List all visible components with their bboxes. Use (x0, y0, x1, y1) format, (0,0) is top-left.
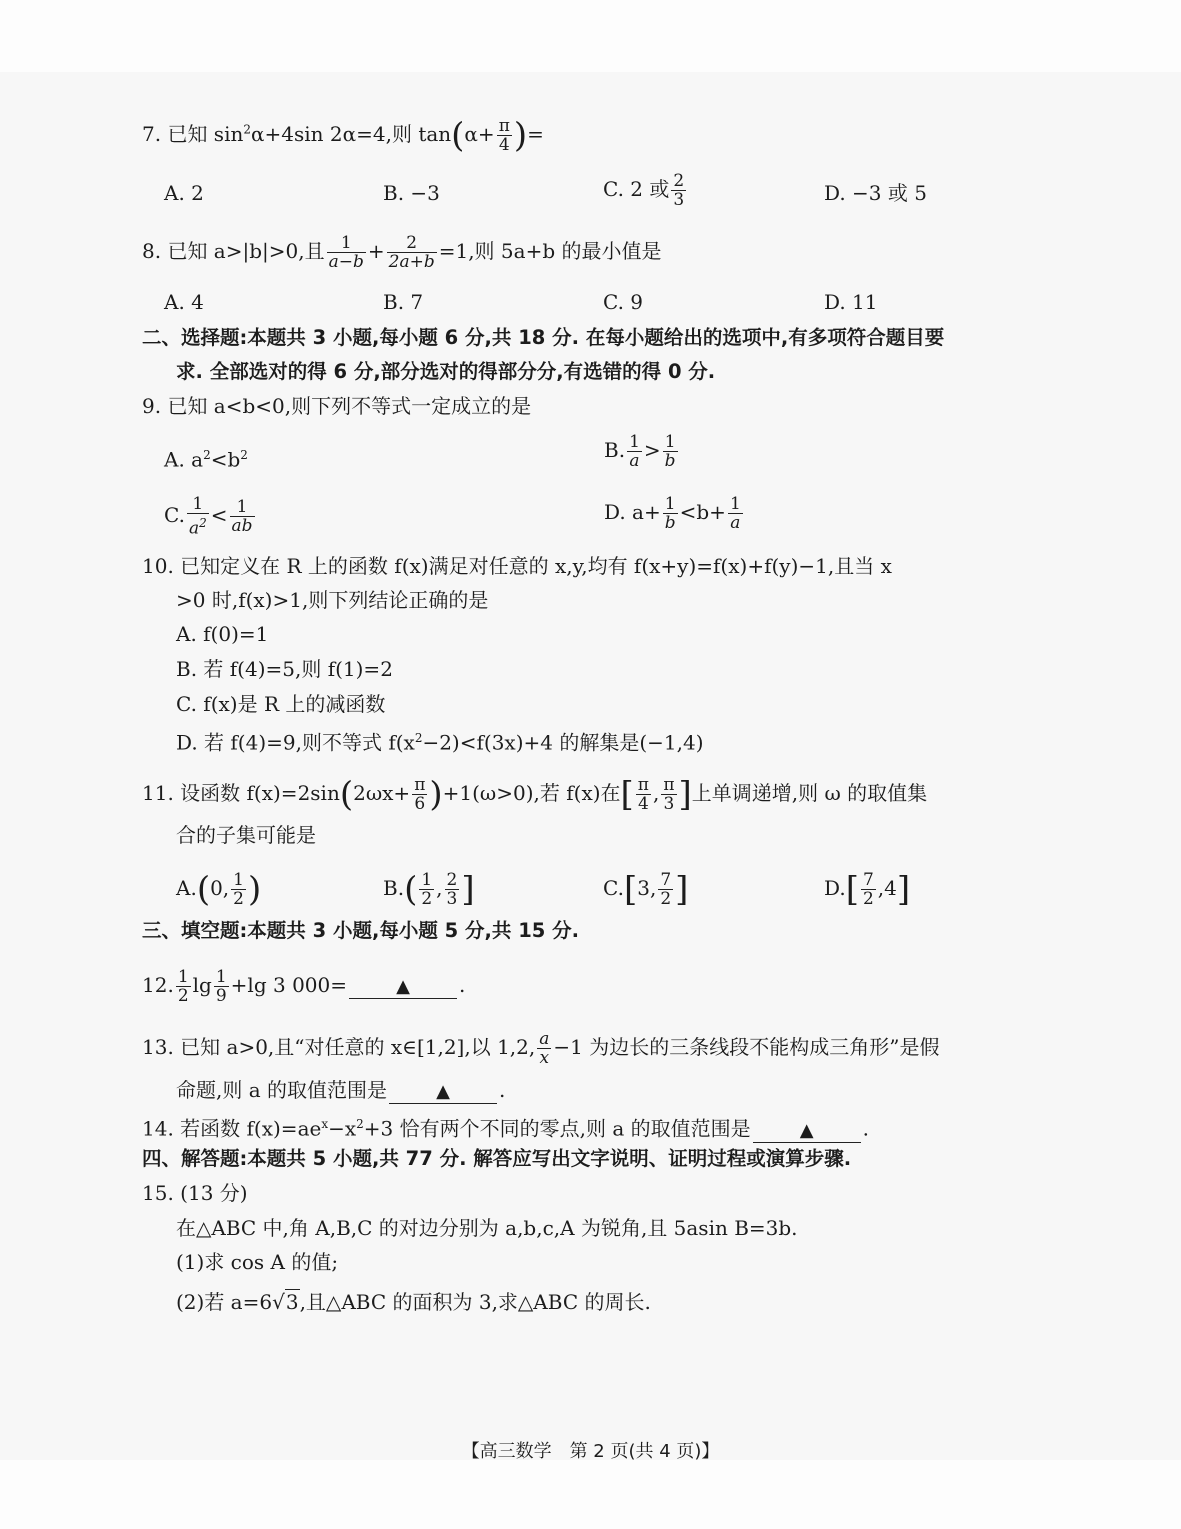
q9-b-n2: 1 (663, 433, 678, 452)
q11-c-num: 7 (660, 870, 672, 890)
section-2-header-line2: 求. 全部选对的得 6 分,部分选对的得部分分,有选错的得 0 分. (176, 360, 716, 383)
q11-pi2: π (663, 775, 675, 795)
q9-b-n1: 1 (629, 432, 640, 452)
q9-a-text: A. a (164, 447, 204, 472)
q9-c-pre: C. (164, 502, 185, 527)
q11-option-c (603, 871, 688, 908)
q13-a: 13. 已知 a>0,且“对任意的 x∈[1,2],以 1,2, (142, 1035, 536, 1059)
q11-d-pre: D. (824, 876, 846, 900)
q9-option-d (604, 495, 745, 532)
q7-number: 7. (142, 122, 162, 146)
q11-option-a (176, 871, 261, 908)
q9-a-sup: 2 (203, 448, 211, 462)
q7-paren-open: ( (451, 115, 465, 156)
q11-c-text: 3, (637, 876, 657, 900)
q7-c-pre: C. 2 或 (603, 177, 670, 201)
q12-half (176, 968, 191, 1005)
q14-answer-blank[interactable]: ▲ (753, 1120, 861, 1143)
q9-a-text2: <b (210, 447, 241, 472)
q10-option-d (176, 726, 704, 755)
q11-b-frac2 (445, 871, 460, 908)
q11-b-n1: 1 (421, 870, 433, 890)
q14-a: 14. 若函数 f(x)=ae (142, 1116, 322, 1141)
page-footer: 【高三数学 第 2 页(共 4 页)】 (461, 1441, 720, 1462)
q13-end: . (499, 1078, 506, 1102)
q7-c-frac (671, 172, 686, 209)
q12-ninth-num: 1 (215, 967, 227, 987)
question-15-stem: 在△ABC 中,角 A,B,C 的对边分别为 a,b,c,A 为锐角,且 5asin B=3b. (176, 1216, 798, 1240)
q9-b-d2: b (664, 451, 676, 471)
q7-c-num: 2 (673, 171, 685, 191)
q11-d-frac (861, 871, 876, 908)
q7-stem: 已知 sin (167, 122, 244, 146)
q11-b-frac1 (419, 871, 434, 908)
q11-a-pre: A. (176, 876, 197, 900)
q10-option-b: B. 若 f(4)=5,则 f(1)=2 (176, 657, 393, 681)
q9-b-d1: a (629, 451, 640, 471)
q7-four: 4 (498, 135, 510, 155)
q11-option-d (824, 871, 910, 908)
q11-b-bracket-close: ] (461, 869, 475, 910)
q11-a-frac (231, 871, 246, 908)
q11-comma: , (652, 781, 660, 805)
q8-frac2 (387, 234, 437, 271)
q11-c-frac (658, 871, 673, 908)
q11-a-paren-close: ) (248, 869, 262, 910)
q12-half-den: 2 (177, 986, 189, 1006)
q9-c-mid: < (210, 502, 228, 527)
q11-paren-open: ( (339, 774, 354, 815)
q15-p2-a: (2)若 a=6 (176, 1290, 273, 1314)
q9-b-frac2 (663, 433, 678, 470)
question-10-line2: >0 时,f(x)>1,则下列结论正确的是 (176, 588, 489, 612)
q15-p2-b: ,且△ABC 的面积为 3,求△ABC 的周长. (299, 1290, 651, 1314)
q8-f1-num: 1 (327, 234, 366, 253)
q11-b-d1: 2 (421, 889, 433, 909)
q7-frac (497, 117, 512, 154)
q7-option-d: D. −3 或 5 (824, 181, 927, 205)
q13-b: −1 为边长的三条线段不能构成三角形”是假 (553, 1035, 940, 1059)
question-14 (142, 1112, 869, 1143)
q11-bracket-close: ] (678, 774, 692, 815)
q13-num: a (539, 1029, 550, 1049)
q14-supx: x (321, 1117, 329, 1131)
q15-p2-radicand: 3 (285, 1290, 299, 1314)
q12-rest: +lg 3 000= (230, 973, 347, 997)
q9-d-pre: D. a+ (604, 500, 661, 524)
q9-d-mid: <b+ (679, 500, 726, 524)
q11-c-den: 2 (660, 889, 672, 909)
q8-stem: 8. 已知 a>|b|>0,且 (142, 239, 325, 263)
q11-b-pre: B. (383, 876, 405, 900)
q7-sup: 2 (243, 122, 251, 137)
q14-sup2: 2 (356, 1117, 364, 1131)
q9-a-sup2: 2 (240, 448, 248, 462)
q11-frac-pi6 (412, 776, 427, 813)
q10-d-a: D. 若 f(4)=9,则不等式 f(x (176, 730, 415, 755)
q7-stem-b: α+4sin 2α=4,则 tan (251, 122, 452, 146)
q11-b-paren-open: ( (404, 869, 418, 910)
q8-frac1 (327, 234, 366, 271)
q9-d-n1: 1 (663, 495, 678, 514)
q8-option-c: C. 9 (603, 290, 644, 314)
q10-option-a: A. f(0)=1 (176, 622, 269, 646)
q8-f2-num: 2 (387, 234, 437, 253)
q8-option-d: D. 11 (824, 290, 878, 314)
q11-c: +1(ω>0),若 f(x)在 (442, 781, 621, 805)
q9-c-frac1 (187, 495, 209, 538)
q9-d-frac2 (728, 495, 743, 532)
q11-six: 6 (414, 794, 426, 814)
q11-d-num: 7 (862, 870, 874, 890)
q9-d-frac1 (663, 495, 678, 532)
q9-b-frac1 (627, 433, 642, 470)
q11-c-pre: C. (603, 876, 624, 900)
q14-b: −x (328, 1116, 357, 1141)
q9-c-d1-text: a (188, 518, 200, 539)
q7-option-a: A. 2 (164, 181, 204, 205)
sqrt-icon: √ (272, 1290, 285, 1314)
q10-option-c: C. f(x)是 R 上的减函数 (176, 692, 386, 716)
q9-d-d2: a (730, 513, 741, 533)
q11-four: 4 (637, 794, 649, 814)
q11-a-text: 0, (210, 876, 230, 900)
q12-num: 12. (142, 973, 174, 997)
q13-line2-text: 命题,则 a 的取值范围是 (176, 1078, 387, 1102)
q9-b-mid: > (643, 438, 661, 462)
q9-c-d2: ab (231, 515, 253, 536)
q11-a-den: 2 (233, 889, 244, 909)
q11-a: 11. 设函数 f(x)=2sin (142, 781, 340, 805)
question-7 (142, 117, 544, 154)
q7-option-b: B. −3 (383, 181, 440, 205)
q11-b-d2: 3 (446, 889, 458, 909)
q11-b-n2: 2 (446, 870, 458, 890)
q11-a-num: 1 (233, 870, 244, 890)
question-13-line1 (142, 1030, 939, 1067)
q11-b: 2ωx+ (353, 781, 411, 805)
q11-frac-pi3 (661, 776, 676, 813)
q12-ninth (214, 968, 229, 1005)
q7-stem-c: α+ (464, 122, 495, 146)
q11-c-bracket-close: ] (675, 869, 689, 910)
q9-option-a (164, 443, 248, 472)
q10-d-sup: 2 (414, 731, 423, 745)
q7-paren-close: ) (513, 115, 528, 156)
q13-den: x (539, 1048, 550, 1068)
q11-bracket-open: [ (620, 774, 634, 815)
q11-d-den: 2 (862, 889, 874, 909)
q11-d-bracket-close: ] (896, 869, 911, 910)
q12-lg: lg (192, 973, 212, 997)
q11-d: 上单调递增,则 ω 的取值集 (691, 781, 928, 805)
q9-c-frac2 (230, 498, 255, 535)
q8-option-a: A. 4 (164, 290, 204, 314)
q9-option-b (604, 433, 680, 470)
q9-d-n2: 1 (729, 494, 741, 514)
q7-option-c (603, 172, 688, 209)
question-11-line1 (142, 776, 927, 813)
q9-option-c (164, 495, 257, 538)
q13-answer-blank[interactable]: ▲ (389, 1081, 497, 1104)
q11-c-bracket-open: [ (623, 869, 638, 910)
q11-d-bracket-open: [ (845, 869, 859, 910)
q8-f1-den: a−b (328, 252, 364, 272)
q13-frac (537, 1030, 551, 1067)
q9-c-sup: 2 (199, 516, 207, 530)
q12-end: . (459, 973, 466, 997)
q8-plus: + (367, 239, 385, 263)
question-8 (142, 234, 661, 271)
q8-stem-b: =1,则 5a+b 的最小值是 (438, 239, 662, 263)
q11-pi1: π (637, 775, 649, 795)
question-11-line2: 合的子集可能是 (176, 823, 316, 847)
q11-d-text: ,4 (877, 876, 897, 900)
q12-answer-blank[interactable]: ▲ (349, 976, 457, 999)
q11-a-paren-open: ( (196, 869, 211, 910)
q11-paren-close: ) (429, 774, 443, 815)
question-9: 9. 已知 a<b<0,则下列不等式一定成立的是 (142, 394, 532, 418)
q7-c-den: 3 (673, 190, 685, 210)
q11-option-b: B.( $\frac{1}{2}$ , $\frac{2}{3}$ ] (383, 869, 475, 910)
question-15-part2 (176, 1290, 651, 1314)
q12-ninth-den: 9 (215, 986, 227, 1006)
section-3-header: 三、填空题:本题共 3 小题,每小题 5 分,共 15 分. (142, 919, 580, 942)
q9-c-n2: 1 (230, 498, 255, 517)
q7-pi: π (498, 116, 510, 136)
question-12 (142, 968, 465, 1005)
q11-three: 3 (663, 794, 675, 814)
q9-c-n1: 1 (187, 495, 209, 514)
question-10-line1: 10. 已知定义在 R 上的函数 f(x)满足对任意的 x,y,均有 f(x+y)=f(x)+f(y)−1,且当 x (142, 554, 892, 578)
question-15-part1: (1)求 cos A 的值; (176, 1250, 339, 1274)
q7-eq: = (527, 122, 544, 146)
q10-d-b: −2)<f(3x)+4 的解集是(−1,4) (422, 730, 704, 755)
q8-option-b: B. 7 (383, 290, 424, 314)
q11-pi: π (414, 775, 426, 795)
q9-c-d1 (187, 514, 209, 538)
question-15-head: 15. (13 分) (142, 1181, 248, 1205)
q8-f2-den: 2a+b (388, 252, 435, 272)
section-4-header: 四、解答题:本题共 5 小题,共 77 分. 解答应写出文字说明、证明过程或演算步骤. (142, 1147, 852, 1170)
q14-end: . (862, 1116, 869, 1141)
q14-c: +3 恰有两个不同的零点,则 a 的取值范围是 (363, 1116, 751, 1141)
question-13-line2 (176, 1078, 505, 1104)
q9-d-d1: b (664, 513, 676, 533)
q11-frac-pi4 (636, 776, 651, 813)
q9-b-pre: B. (604, 438, 626, 462)
q12-half-num: 1 (177, 967, 189, 987)
section-2-header-line1: 二、选择题:本题共 3 小题,每小题 6 分,共 18 分. 在每小题给出的选项中,有多项符合题目要 (142, 326, 945, 349)
